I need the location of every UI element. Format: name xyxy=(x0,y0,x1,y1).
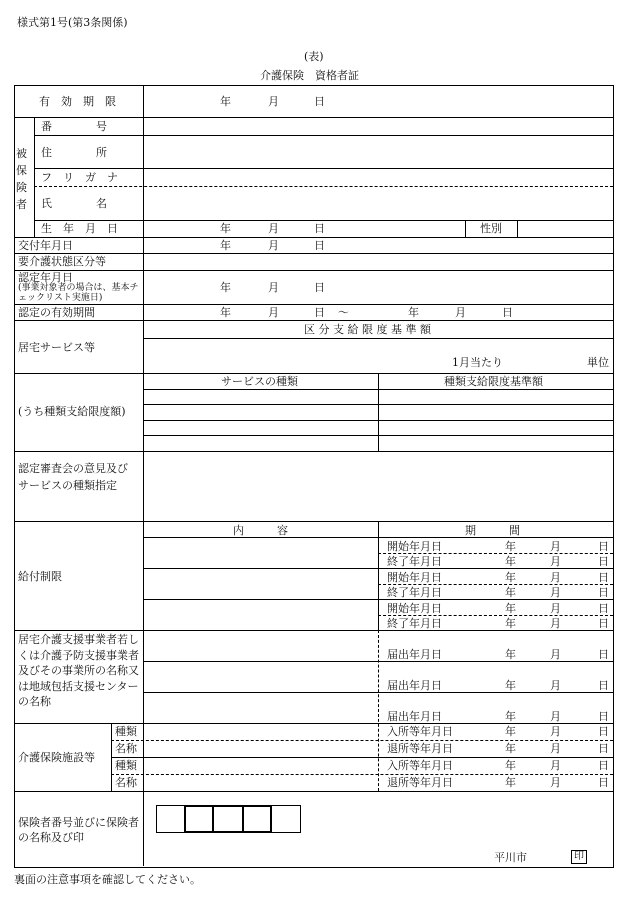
content-header: 内 容 xyxy=(233,524,288,537)
name-label: 氏 名 xyxy=(41,197,107,210)
month-label: 月 xyxy=(268,95,279,108)
report-date-label: 届出年月日 xyxy=(387,710,442,723)
day-label: 日 xyxy=(598,776,609,789)
care-level-label: 要介護状態区分等 xyxy=(18,255,106,268)
month-label: 月 xyxy=(268,239,279,252)
end-date-label: 終了年月日 xyxy=(387,555,442,568)
day-label: 日 xyxy=(598,602,609,615)
report-date-label: 届出年月日 xyxy=(387,679,442,692)
unit-label: 単位 xyxy=(587,356,609,369)
month-label: 月 xyxy=(550,742,561,755)
insurer-number-box xyxy=(184,805,214,833)
year-label: 年 xyxy=(220,281,231,294)
day-label: 日 xyxy=(598,759,609,772)
day-label: 日 xyxy=(598,648,609,661)
end-date-label: 終了年月日 xyxy=(387,617,442,630)
home-service-label: 居宅サービス等 xyxy=(18,341,95,354)
day-label: 日 xyxy=(598,710,609,723)
day-label: 日 xyxy=(598,571,609,584)
cert-period-label: 認定の有効期間 xyxy=(18,306,95,319)
month-label: 月 xyxy=(455,306,466,319)
front-label: (表) xyxy=(304,50,324,63)
footer-note: 裏面の注意事項を確認してください。 xyxy=(14,873,201,886)
report-date-label: 届出年月日 xyxy=(387,648,442,661)
validity-label: 有 効 期 限 xyxy=(39,95,116,108)
cert-date-note: (事業対象者の場合は、基本チェックリスト実施日) xyxy=(18,283,139,303)
month-label: 月 xyxy=(550,586,561,599)
service-type-header: サービスの種類 xyxy=(221,375,298,388)
limit-standard-label: 区 分 支 給 限 度 基 準 額 xyxy=(304,323,431,336)
insurer-label: 保険者番号並びに保険者の名称及び印 xyxy=(18,816,139,844)
day-label: 日 xyxy=(598,679,609,692)
month-label: 月 xyxy=(268,222,279,235)
furigana-label: フ リ ガ ナ xyxy=(41,171,118,184)
month-label: 月 xyxy=(268,306,279,319)
year-label: 年 xyxy=(505,602,516,615)
month-label: 月 xyxy=(550,602,561,615)
cert-date-label: 認定年月日 xyxy=(18,271,73,284)
per-month-label: 1月当たり xyxy=(452,356,503,369)
month-label: 月 xyxy=(550,555,561,568)
day-label: 日 xyxy=(314,281,325,294)
month-label: 月 xyxy=(550,710,561,723)
city-name: 平川市 xyxy=(494,851,527,864)
year-label: 年 xyxy=(505,617,516,630)
month-label: 月 xyxy=(550,648,561,661)
day-label: 日 xyxy=(314,95,325,108)
year-label: 年 xyxy=(220,222,231,235)
year-label: 年 xyxy=(505,540,516,553)
period-header: 期 間 xyxy=(465,524,520,537)
month-label: 月 xyxy=(550,725,561,738)
year-label: 年 xyxy=(505,571,516,584)
year-label: 年 xyxy=(505,710,516,723)
discharge-date-label: 退所等年月日 xyxy=(387,776,453,789)
year-label: 年 xyxy=(505,776,516,789)
type-limit-std-header: 種類支給限度基準額 xyxy=(444,375,543,388)
admission-date-label: 入所等年月日 xyxy=(387,759,453,772)
year-label: 年 xyxy=(505,759,516,772)
day-label: 日 xyxy=(598,586,609,599)
issue-date-label: 交付年月日 xyxy=(18,239,73,252)
year-label: 年 xyxy=(220,306,231,319)
insurer-number-box xyxy=(213,805,243,833)
year-label: 年 xyxy=(505,679,516,692)
day-label: 日 xyxy=(598,555,609,568)
number-label: 番 号 xyxy=(41,120,107,133)
year-label: 年 xyxy=(220,239,231,252)
facility-name-label: 名称 xyxy=(115,742,137,755)
committee-label: 認定審査会の意見及びサービスの種類指定 xyxy=(18,462,128,492)
type-limit-label: (うち種類支給限度額) xyxy=(18,405,126,418)
insured-person-label: 被保険者 xyxy=(16,147,27,211)
care-support-label: 居宅介護支援事業者若しくは介護予防支援事業者及びその事業所の名称又は地域包括支援センターの名称 xyxy=(18,633,139,708)
birthdate-label: 生 年 月 日 xyxy=(41,222,118,235)
tilde-label: ～ xyxy=(338,306,349,319)
year-label: 年 xyxy=(505,648,516,661)
facility-name-label: 名称 xyxy=(115,776,137,789)
day-label: 日 xyxy=(598,617,609,630)
year-label: 年 xyxy=(505,586,516,599)
year-label: 年 xyxy=(505,555,516,568)
month-label: 月 xyxy=(550,776,561,789)
benefit-limit-label: 給付制限 xyxy=(18,570,62,583)
day-label: 日 xyxy=(598,725,609,738)
month-label: 月 xyxy=(550,571,561,584)
month-label: 月 xyxy=(550,759,561,772)
day-label: 日 xyxy=(502,306,513,319)
year-label: 年 xyxy=(505,725,516,738)
facility-label: 介護保険施設等 xyxy=(18,751,95,764)
start-date-label: 開始年月日 xyxy=(387,540,442,553)
year-label: 年 xyxy=(505,742,516,755)
insurer-number-box xyxy=(242,805,272,833)
day-label: 日 xyxy=(598,540,609,553)
month-label: 月 xyxy=(550,617,561,630)
start-date-label: 開始年月日 xyxy=(387,571,442,584)
admission-date-label: 入所等年月日 xyxy=(387,725,453,738)
year-label: 年 xyxy=(220,95,231,108)
insurer-number-box xyxy=(271,805,301,833)
address-label: 住 所 xyxy=(41,146,107,159)
day-label: 日 xyxy=(314,306,325,319)
facility-kind-label: 種類 xyxy=(115,725,137,738)
start-date-label: 開始年月日 xyxy=(387,602,442,615)
day-label: 日 xyxy=(598,742,609,755)
sex-label: 性別 xyxy=(480,222,502,235)
form-number: 様式第1号(第3条関係) xyxy=(17,16,128,29)
day-label: 日 xyxy=(314,222,325,235)
month-label: 月 xyxy=(268,281,279,294)
seal-mark: 印 xyxy=(571,850,587,864)
year-label: 年 xyxy=(408,306,419,319)
discharge-date-label: 退所等年月日 xyxy=(387,742,453,755)
month-label: 月 xyxy=(550,540,561,553)
day-label: 日 xyxy=(314,239,325,252)
month-label: 月 xyxy=(550,679,561,692)
document-title: 介護保険 資格者証 xyxy=(260,69,359,82)
facility-kind-label: 種類 xyxy=(115,759,137,772)
insurer-number-box xyxy=(156,805,185,833)
end-date-label: 終了年月日 xyxy=(387,586,442,599)
